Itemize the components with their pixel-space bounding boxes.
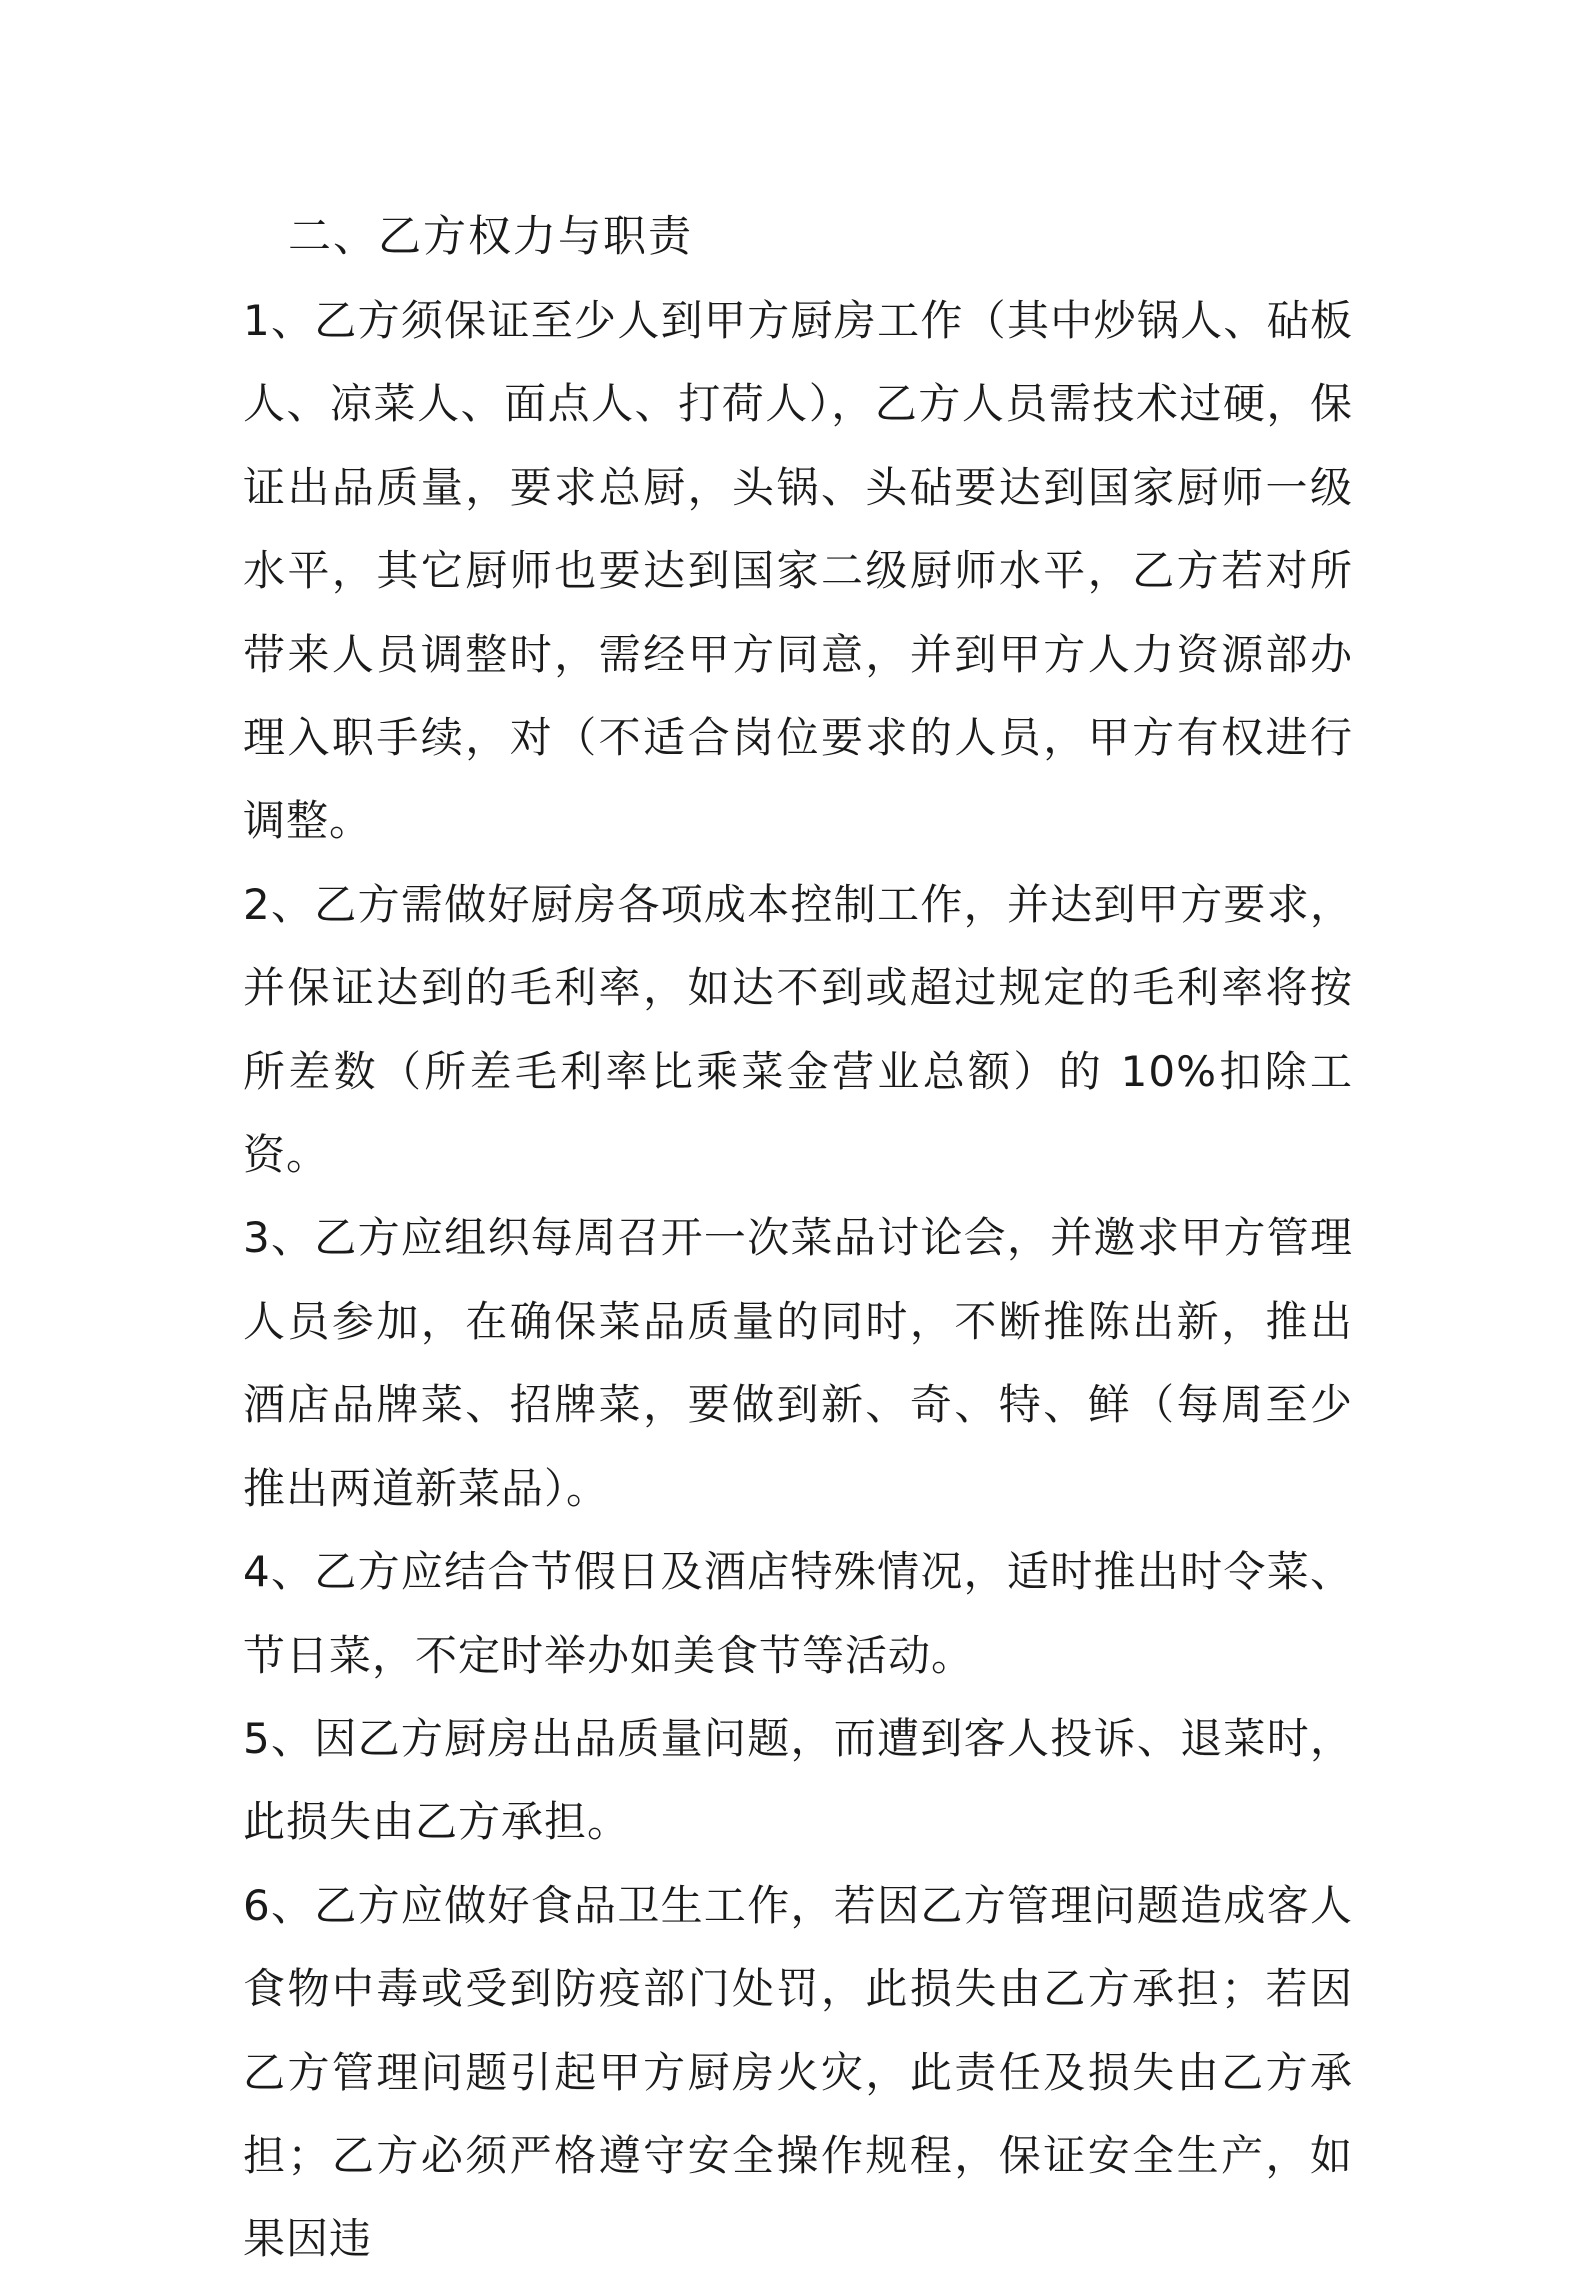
clause-4: 4、乙方应结合节假日及酒店特殊情况，适时推出时令菜、节日菜，不定时举办如美食节等活动。: [243, 1547, 1353, 1680]
clause-2: 2、乙方需做好厨房各项成本控制工作，并达到甲方要求，并保证达到的毛利率，如达不到或超过规定的毛利率将按所差数（所差毛利率比乘菜金营业总额）的 10%扣除工资。: [243, 879, 1353, 1180]
document-body: [243, 196, 1353, 2281]
clause-5: 5、因乙方厨房出品质量问题，而遭到客人投诉、退菜时，此损失由乙方承担。: [243, 1713, 1353, 1847]
clause-1: 1、乙方须保证至少人到甲方厨房工作（其中炒锅人、砧板人、凉菜人、面点人、打荷人），乙方人员需技术过硬，保证出品质量，要求总厨，头锅、头砧要达到国家厨师一级水平，其它厨师也要达到国家二级厨师水平，乙方若对所带来人员调整时，需经甲方同意，并到甲方人力资源部办理入职手续，对（不适合岗位要求的人员，甲方有权进行调整。: [243, 296, 1353, 846]
clause-3: 3、乙方应组织每周召开一次菜品讨论会，并邀求甲方管理人员参加，在确保菜品质量的同时，不断推陈出新，推出酒店品牌菜、招牌菜，要做到新、奇、特、鲜（每周至少推出两道新菜品）。: [243, 1213, 1353, 1513]
clause-6: 6、乙方应做好食品卫生工作，若因乙方管理问题造成客人食物中毒或受到防疫部门处罚，此损失由乙方承担；若因乙方管理问题引起甲方厨房火灾，此责任及损失由乙方承担；乙方必须严格遵守安全操作规程，保证安全生产，如果因违: [243, 1880, 1353, 2264]
section-heading: 二、乙方权力与职责: [288, 212, 693, 262]
